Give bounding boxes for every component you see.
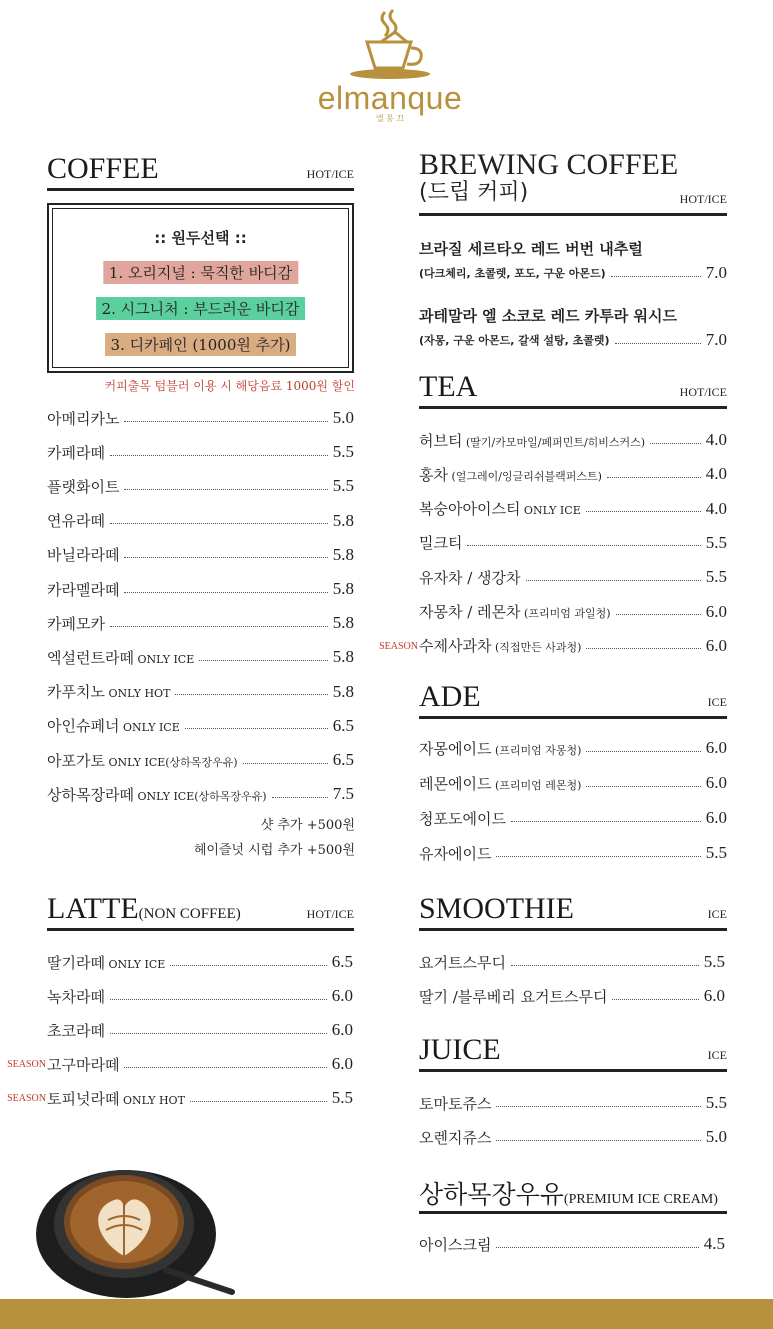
menu-item [419,736,727,760]
juice-title: JUICE [419,1033,501,1066]
leader-dots [199,660,328,661]
latte-title: LATTE(NON COFFEE) [47,892,241,925]
leader-dots [170,965,326,966]
menu-item [419,462,727,486]
bean-selection-box [47,203,354,373]
menu-item-name: 녹차라떼 [47,987,105,1006]
menu-item-name: 홍차 (얼그레이/잉글리쉬블랙퍼스트) [419,465,602,484]
menu-item-name: 유자차 / 생강차 [419,568,521,587]
menu-item-price: 6.0 [331,1020,353,1039]
ade-section-header [419,676,727,719]
menu-item-note: ONLY ICE [133,652,195,666]
brand-logo [300,8,480,128]
menu-item-name: 토피넛라떼 ONLY HOT [47,1089,185,1108]
leader-dots [110,455,328,456]
menu-item-name: 초코라떼 [47,1021,105,1040]
leader-dots [650,443,701,444]
tea-section-header [419,368,727,409]
leader-dots [124,489,327,490]
tumbler-discount-note: 커피출목 텀블러 이용 시 해당음료 1000원 할인 [104,379,355,393]
menu-item [47,748,354,772]
menu-item-name: 자몽차 / 레몬차 (프리미엄 과일청) [419,603,611,621]
menu-item [419,950,725,974]
coffee-tag: HOT/ICE [306,167,354,181]
leader-dots [110,1033,327,1034]
menu-item [47,680,354,704]
menu-item [47,577,354,601]
bean-option-decaf: 3. 디카페인 (1000원 추가) [105,333,297,356]
brewing-section-header [419,148,727,216]
menu-item-name: 밀크티 [419,534,463,553]
coffee-cup-logo-icon [345,8,435,80]
menu-item-name: 자몽에이드 (프리미엄 자몽청) [419,739,582,758]
leader-dots [586,751,700,752]
menu-item-price: 5.5 [705,532,727,552]
brewing-title: BREWING COFFEE [419,148,679,181]
menu-item [47,714,354,738]
leader-dots [467,545,700,546]
menu-item-price: 6.0 [703,986,725,1005]
menu-item-price: 5.8 [332,579,354,598]
menu-item [419,841,727,865]
menu-item [7,1086,353,1110]
coffee-title: COFFEE [47,152,159,185]
menu-item-name: 수제사과차 (직접만든 사과청) [419,637,582,656]
leader-dots [175,694,327,695]
menu-item [7,1052,353,1076]
menu-item [47,984,353,1008]
menu-item-name: 허브티 (딸기/카모마일/페퍼민트/히비스커스) [419,431,646,450]
menu-item [419,305,727,350]
tea-tag: HOT/ICE [679,385,727,399]
menu-item-name: 레몬에이드 (프리미엄 레몬청) [419,774,582,793]
icecream-title: 상하목장우유(PREMIUM ICE CREAM) [419,1180,718,1209]
menu-item-price: 5.5 [705,567,727,587]
menu-item-price: 5.8 [332,681,354,701]
menu-item-name: 복숭아아이스티 ONLY ICE [419,500,581,519]
menu-item-note: (프리미엄 레몬청) [491,778,582,792]
brew-item-price: 7.0 [705,263,727,282]
brand-name: elmanque [317,80,463,116]
leader-dots [110,523,328,524]
menu-item-name: 토마토쥬스 [419,1094,492,1113]
menu-item-name: 아이스크림 [419,1235,492,1254]
menu-item-note: ONLY ICE [520,504,581,518]
leader-dots [496,1247,698,1248]
menu-item-name: 플랫화이트 [47,477,120,496]
menu-item-price: 5.5 [703,952,725,971]
leader-dots [586,511,701,512]
menu-item [47,509,354,533]
menu-item-name: 고구마라떼 [47,1055,120,1074]
brand-subname: 엘 몽 끄 [375,114,405,123]
menu-item-price: 5.5 [705,1093,727,1112]
menu-item-price: 5.8 [332,544,354,564]
leader-dots [511,821,701,822]
menu-item-name: 유자에이드 [419,844,492,863]
menu-item-name: 바닐라라떼 [47,546,120,565]
menu-item-note: ONLY ICE [104,957,166,971]
brew-item-desc: (자몽, 구운 아몬드, 갈색 설탕, 초콜렛) [419,334,610,347]
menu-item [419,497,727,521]
brew-item-name: 과테말라 엘 소코로 레드 카투라 워시드 [419,307,677,325]
menu-item-price: 5.5 [332,442,354,462]
leader-dots [511,965,699,966]
leader-dots [612,999,698,1000]
menu-item [419,600,727,624]
menu-item-price: 5.5 [332,476,354,496]
menu-item [419,1091,727,1115]
menu-item [47,782,354,806]
menu-item-name: 청포도에이드 [419,809,506,828]
menu-item-name: 딸기라떼 ONLY ICE [47,953,166,972]
leader-dots [272,797,328,798]
coffee-section-header [47,148,354,191]
menu-item-name: 아메리카노 [47,409,120,428]
menu-item-name: 카푸치노 ONLY HOT [47,683,171,702]
menu-item [419,565,727,589]
menu-item-price: 5.0 [705,1127,727,1146]
leader-dots [586,786,700,787]
menu-item-price: 4.5 [703,1234,725,1253]
menu-item-price: 6.0 [331,1054,353,1073]
menu-item [419,1125,727,1149]
menu-item [47,543,354,567]
leader-dots [110,999,327,1000]
footer-bar [0,1299,773,1329]
menu-item-price: 7.5 [332,784,354,804]
menu-item [379,634,727,658]
menu-item-note: (프리미엄 과일청) [520,607,611,620]
menu-item-name: 엑설런트라떼 ONLY ICE [47,648,195,667]
tea-title: TEA [419,370,478,403]
menu-item-price: 5.0 [332,408,354,427]
juice-section-header [419,1029,727,1072]
leader-dots [124,421,327,422]
menu-item-name: 아인슈페너 ONLY ICE [47,717,180,736]
smoothie-section-header [419,888,727,931]
leader-dots [611,276,701,277]
brew-item-name: 브라질 세르타오 레드 버번 내추럴 [419,240,643,258]
latte-tag: HOT/ICE [306,907,354,921]
menu-item-note: (프리미엄 자몽청) [491,743,582,757]
menu-item-note: ONLY ICE(상하목장우유) [133,789,267,803]
menu-item-name: 상하목장라떼 ONLY ICE(상하목장우유) [47,785,267,804]
season-tag: SEASON [7,1093,46,1104]
icecream-section-header [419,1170,727,1214]
leader-dots [110,626,328,627]
menu-item-name: 오렌지쥬스 [419,1128,492,1147]
menu-item-price: 6.5 [332,715,354,735]
menu-item [419,771,727,795]
menu-item [419,984,725,1008]
leader-dots [190,1101,327,1102]
leader-dots [607,477,701,478]
menu-item-name: 카라멜라떼 [47,580,120,599]
menu-item-price: 6.0 [705,808,727,827]
leader-dots [615,343,701,344]
menu-item-note: ONLY ICE(상하목장우유) [104,755,238,769]
menu-item [47,645,354,669]
leader-dots [496,1140,700,1141]
leader-dots [496,856,700,857]
menu-item-note: ONLY ICE [119,721,180,735]
menu-item [47,950,353,974]
leader-dots [124,592,327,593]
leader-dots [243,763,328,764]
bean-box-title: :: 원두선택 :: [154,229,247,247]
smoothie-title: SMOOTHIE [419,892,574,925]
menu-item-price: 6.5 [332,750,354,769]
menu-item-price: 4.0 [705,464,727,484]
brewing-subtitle: (드립 커피) [419,180,529,205]
menu-item-price: 6.0 [705,601,727,621]
menu-item-name: 딸기 /블루베리 요거트스무디 [419,987,608,1006]
leader-dots [526,580,701,581]
juice-tag: ICE [707,1048,727,1062]
latte-section-header [47,888,354,931]
menu-item [419,806,727,830]
menu-item [47,611,354,635]
syrup-extra: 헤이즐넛 시럽 추가 +500원 [193,843,355,858]
menu-item [419,531,727,555]
brew-item-desc: (다크체리, 초콜렛, 포도, 구운 아몬드) [419,267,606,280]
leader-dots [616,614,701,615]
leader-dots [496,1106,700,1107]
menu-item-note: ONLY HOT [119,1093,185,1107]
leader-dots [124,1067,326,1068]
menu-item-price: 6.0 [705,635,727,655]
bean-option-original: 1. 오리지널 : 묵직한 바디감 [103,261,298,284]
menu-item-price: 5.5 [331,1088,353,1107]
menu-item-note: (직접만든 사과청) [491,641,582,655]
menu-item-name: 카페모카 [47,614,105,633]
menu-item-note: (딸기/카모마일/페퍼민트/히비스커스) [462,435,646,449]
menu-item-price: 4.0 [705,430,727,449]
menu-item [47,474,354,498]
menu-item-price: 6.0 [331,986,353,1005]
menu-item-name: 카페라떼 [47,443,105,462]
menu-item [419,1232,725,1256]
season-tag: SEASON [379,640,418,652]
menu-item-price: 6.0 [705,738,727,757]
menu-item-price: 5.8 [332,510,354,530]
menu-item-price: 5.8 [332,613,354,633]
brew-item-price: 7.0 [705,330,727,349]
ade-title: ADE [419,680,481,713]
season-tag: SEASON [7,1059,46,1070]
menu-item-price: 6.0 [705,773,727,792]
menu-item [47,406,354,430]
leader-dots [124,557,327,558]
leader-dots [185,728,328,729]
menu-item [419,428,727,452]
bean-option-signature: 2. 시그니처 : 부드러운 바디감 [96,297,306,320]
ade-tag: ICE [707,695,727,709]
menu-item-price: 5.5 [705,843,727,862]
menu-item-note: (얼그레이/잉글리쉬블랙퍼스트) [447,469,602,483]
smoothie-tag: ICE [707,907,727,921]
menu-item [419,238,727,283]
menu-item-price: 5.8 [332,647,354,667]
menu-item-name: 요거트스무디 [419,953,506,972]
shot-extra: 샷 추가 +500원 [260,818,355,833]
menu-item-name: 연유라떼 [47,512,105,531]
menu-item-price: 4.0 [705,498,727,518]
menu-item-name: 아포가토 ONLY ICE(상하목장우유) [47,751,238,770]
menu-item [47,440,354,464]
menu-item-price: 6.5 [331,952,353,971]
leader-dots [586,648,700,649]
latte-art-cup-image [36,1160,236,1298]
brewing-tag: HOT/ICE [679,192,727,206]
menu-item-note: ONLY HOT [104,687,171,701]
menu-item [47,1018,353,1042]
